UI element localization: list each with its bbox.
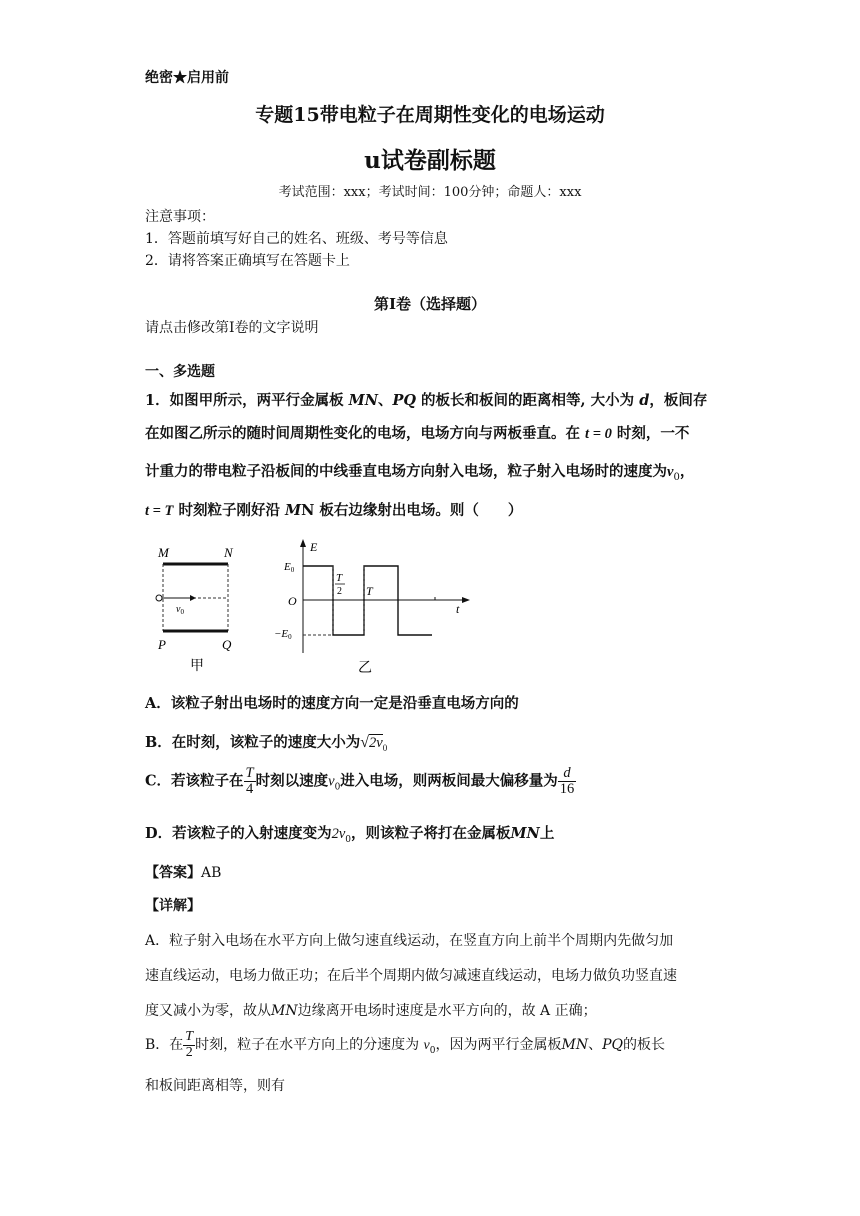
doc-title: 专题15带电粒子在周期性变化的电场运动 — [255, 104, 605, 126]
t-equals-T: t = T — [145, 503, 174, 519]
question-line-4: t = T 时刻粒子刚好沿 MN 板右边缘射出电场。则（ ） — [145, 502, 523, 519]
detail-b-line-1: B．在 $\frac{T}{2}$ 时刻，粒子在水平方向上的分速度为 $v_0$，因为两平行金属板MN、PQ的板长 — [145, 1029, 665, 1060]
detail-b-line-2: 和板间距离相等，则有 — [145, 1078, 285, 1094]
note-item-2: 2．请将答案正确填写在答题卡上 — [145, 253, 350, 269]
figure-yi — [274, 539, 470, 675]
t-axis-label: t — [456, 602, 460, 616]
detail-label: 【详解】 — [145, 898, 201, 914]
option-d: D．若该粒子的入射速度变为$2v_0$，则该粒子将打在金属板MN上 — [145, 825, 555, 845]
option-b: B．在时刻，该粒子的速度大小为$√2v_0$ — [145, 734, 388, 753]
label-T-half-num: T — [336, 572, 343, 584]
label-T: T — [366, 584, 373, 598]
caption-jia: 甲 — [190, 659, 204, 674]
e-axis-label: E — [310, 540, 318, 554]
label-E0: E0 — [284, 561, 295, 574]
doc-subtitle: u试卷副标题 — [364, 147, 496, 174]
figure-jia — [156, 545, 234, 674]
plate-mn: MN — [348, 392, 378, 409]
sqrt-expression: $√2v_0$ — [360, 734, 388, 753]
question-line-1: 1．如图甲所示，两平行金属板 MN、PQ 的板长和板间的距离相等, 大小为 d，板间存 — [145, 392, 708, 409]
label-P: P — [158, 637, 166, 652]
detail-a-line-1: A．粒子射入电场在水平方向上做匀速直线运动，在竖直方向上前半个周期内先做匀加 — [145, 933, 674, 949]
part1-instruction: 请点击修改第I卷的文字说明 — [145, 320, 319, 336]
secret-tag: 绝密★启用前 — [145, 70, 229, 86]
note-item-1: 1．答题前填写好自己的姓名、班级、考号等信息 — [145, 231, 448, 247]
label-Q: Q — [222, 637, 232, 652]
question-figure — [150, 535, 480, 675]
t-zero: t = 0 — [585, 426, 612, 442]
label-T-half-den: 2 — [337, 586, 342, 597]
section-label: 一、多选题 — [145, 364, 215, 380]
answer-value: AB — [201, 865, 222, 881]
caption-yi: 乙 — [358, 661, 372, 675]
option-a: A．该粒子射出电场时的速度方向一定是沿垂直电场方向的 — [145, 695, 519, 712]
label-v0: $v_0$ — [176, 604, 184, 616]
answer-line: 【答案】AB — [145, 865, 222, 881]
t-axis-arrow — [462, 597, 470, 603]
fraction-T-4: $\frac{T}{4}$ — [245, 765, 254, 798]
question-line-3: 计重力的带电粒子沿板间的中线垂直电场方向射入电场，粒子射入电场时的速度为$v_0$， — [145, 463, 695, 483]
velocity-v0: v — [667, 464, 674, 480]
velocity-arrowhead — [190, 595, 196, 601]
plate-pq: PQ — [392, 392, 416, 409]
label-M: M — [158, 545, 169, 560]
label-N: N — [224, 545, 233, 560]
label-origin: O — [288, 594, 297, 608]
distance-d: d — [639, 392, 650, 409]
notes-heading: 注意事项： — [145, 209, 215, 225]
option-c: C．若该粒子在 $\frac{T}{4}$ 时刻以速度$v_0$进入电场，则两板间最大偏移量为 $\frac{d}{16}$ — [145, 765, 575, 798]
detail-a-line-2: 速直线运动，电场力做正功；在后半个周期内做匀减速直线运动，电场力做负功竖直速 — [145, 968, 677, 984]
fraction-d-16: $\frac{d}{16}$ — [559, 765, 575, 798]
fraction-T-2: $\frac{T}{2}$ — [185, 1029, 194, 1060]
detail-a-line-3: 度又减小为零，故从MN边缘离开电场时速度是水平方向的，故 A 正确； — [145, 1003, 597, 1019]
part1-heading: 第I卷（选择题） — [373, 295, 487, 313]
e-axis-arrow — [300, 539, 306, 547]
label-negE0: −E0 — [274, 628, 292, 641]
particle-source — [156, 595, 162, 601]
question-line-2: 在如图乙所示的随时间周期性变化的电场，电场方向与两板垂直。在 t = 0 时刻，一不 — [145, 425, 690, 442]
exam-meta: 考试范围：xxx；考试时间：100分钟；命题人：xxx — [278, 185, 582, 200]
